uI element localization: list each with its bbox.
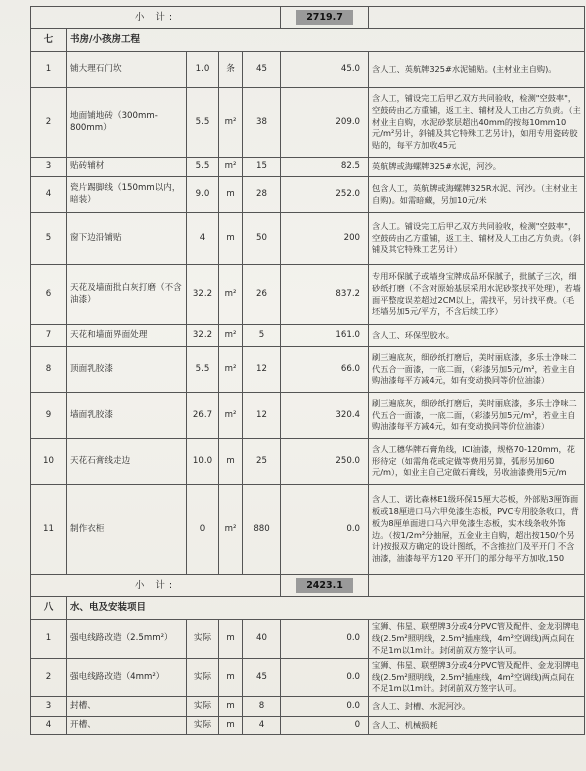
subtotal-value-cell — [281, 7, 369, 29]
unit-price: 28 — [243, 177, 281, 213]
unit: m² — [219, 393, 243, 439]
item-description: 含人工。铺设完工后甲乙双方共同验收，检测"空鼓率"，空鼓砖由乙方重铺，返工主、辅材及人工由乙方负责。（斜铺及其它特殊工艺另计） — [369, 213, 585, 265]
line-total: 0.0 — [281, 620, 369, 659]
row-index: 1 — [31, 52, 67, 88]
section-number: 八 — [31, 597, 67, 620]
unit-price: 50 — [243, 213, 281, 265]
subtotal-label: 小 计: — [31, 575, 281, 597]
item-name: 天花石膏线走边 — [67, 439, 187, 485]
unit: m² — [219, 158, 243, 177]
row-index: 2 — [31, 658, 67, 697]
line-total: 837.2 — [281, 265, 369, 325]
quantity: 9.0 — [187, 177, 219, 213]
row-index: 9 — [31, 393, 67, 439]
quantity: 32.2 — [187, 265, 219, 325]
row-index: 4 — [31, 717, 67, 735]
unit-price: 45 — [243, 658, 281, 697]
quotation-table — [30, 6, 585, 735]
table-row — [31, 439, 585, 485]
table-row — [31, 697, 585, 717]
item-description: 含人工，铺设完工后甲乙双方共同验收，检测"空鼓率"，空鼓砖由乙方重铺，返工主、辅材及人工由乙方负责。（主材业主自购，水泥砂浆层超出40mm的按每10mm10元/m²另计，斜铺及其它特殊工艺另计)，如用专用瓷砖胶贴的，每平方加收45元 — [369, 88, 585, 158]
quantity: 1.0 — [187, 52, 219, 88]
item-description: 含人工、机械损耗 — [369, 717, 585, 735]
unit-price: 880 — [243, 485, 281, 575]
quantity: 实际 — [187, 658, 219, 697]
table-row — [31, 158, 585, 177]
line-total: 250.0 — [281, 439, 369, 485]
line-total: 0.0 — [281, 485, 369, 575]
unit-price: 40 — [243, 620, 281, 659]
item-name: 铺大理石门坎 — [67, 52, 187, 88]
quantity: 4 — [187, 213, 219, 265]
unit: m — [219, 697, 243, 717]
table-row — [31, 265, 585, 325]
unit: m — [219, 717, 243, 735]
line-total: 45.0 — [281, 52, 369, 88]
item-name: 强电线路改造（4mm²） — [67, 658, 187, 697]
unit-price: 8 — [243, 697, 281, 717]
row-index: 10 — [31, 439, 67, 485]
table-row — [31, 213, 585, 265]
subtotal-value-cell — [281, 575, 369, 597]
item-name: 制作衣柜 — [67, 485, 187, 575]
table-row — [31, 52, 585, 88]
unit: m — [219, 439, 243, 485]
row-index: 3 — [31, 158, 67, 177]
line-total: 0.0 — [281, 658, 369, 697]
item-description: 英航牌或海螺牌325#水泥，河沙。 — [369, 158, 585, 177]
unit-price: 38 — [243, 88, 281, 158]
line-total: 252.0 — [281, 177, 369, 213]
item-name: 地面铺地砖（300mm-800mm） — [67, 88, 187, 158]
unit: m² — [219, 325, 243, 347]
line-total: 0.0 — [281, 697, 369, 717]
subtotal-label: 小 计: — [31, 7, 281, 29]
quantity: 0 — [187, 485, 219, 575]
unit: m² — [219, 485, 243, 575]
unit: m² — [219, 265, 243, 325]
item-name: 封槽、 — [67, 697, 187, 717]
unit-price: 45 — [243, 52, 281, 88]
unit: m — [219, 620, 243, 659]
row-index: 5 — [31, 213, 67, 265]
line-total: 200 — [281, 213, 369, 265]
item-description: 刷三遍底灰，细砂纸打磨后，美时丽底漆，多乐士净味二代五合一面漆，一底二面，（彩漆另加5元/m²，若业主自购油漆每平方减4元，如有变动换同等价位油漆） — [369, 347, 585, 393]
item-description: 刷三遍底灰，细砂纸打磨后，美时丽底漆，多乐士净味二代五合一面漆，一底二面，（彩漆另加5元/m²，若业主自购油漆每平方减4元，如有变动换同等价位油漆） — [369, 393, 585, 439]
quantity: 实际 — [187, 717, 219, 735]
unit-price: 12 — [243, 347, 281, 393]
subtotal-value: 2423.1 — [296, 578, 353, 593]
unit-price: 5 — [243, 325, 281, 347]
section-title: 书房/小孩房工程 — [67, 29, 585, 52]
quantity: 5.5 — [187, 88, 219, 158]
item-description: 专用环保腻子或墙身宝牌成品环保腻子，批腻子三次，细砂纸打磨（不含对原始基层采用水泥砂浆找平处理），若墙面平整度误差超过2CM以上，需找平，另计找平费。（毛坯墙另加5元/平方，不含后续工序） — [369, 265, 585, 325]
section-title: 水、电及安装项目 — [67, 597, 585, 620]
unit: m — [219, 658, 243, 697]
item-name: 开槽、 — [67, 717, 187, 735]
table-row — [31, 485, 585, 575]
item-description: 包含人工，英航牌或海螺牌325R水泥、河沙。（主材业主自购)。如需暗藏，另加10元/米 — [369, 177, 585, 213]
item-name: 墙面乳胶漆 — [67, 393, 187, 439]
line-total: 209.0 — [281, 88, 369, 158]
unit: 条 — [219, 52, 243, 88]
table-row — [31, 88, 585, 158]
unit: m — [219, 177, 243, 213]
table-row — [31, 325, 585, 347]
subtotal-empty — [369, 575, 585, 597]
table-row — [31, 717, 585, 735]
section-header-7 — [31, 29, 585, 52]
unit-price: 4 — [243, 717, 281, 735]
quantity: 实际 — [187, 697, 219, 717]
unit-price: 26 — [243, 265, 281, 325]
item-name: 天花及墙面批白灰打磨（不含油漆） — [67, 265, 187, 325]
row-index: 2 — [31, 88, 67, 158]
section-number: 七 — [31, 29, 67, 52]
quantity: 32.2 — [187, 325, 219, 347]
unit: m — [219, 213, 243, 265]
item-description: 宝狮、伟星、联塑牌3分或4分PVC管及配件、金龙羽牌电线(2.5m²照明线，2.5m²插座线，4m²空调线)两点间在不足1m以1m计。封闭前双方签字认可。 — [369, 620, 585, 659]
item-description: 含人工、诺比森林E1级环保15厘大芯板，外部贴3厘饰面板或18厘进口马六甲免漆生态板，PVC专用胶条收口，背板为8厘单面进口马六甲免漆生态板，实木线条收外饰边。（按1/2m²分抽屉，五金业主自购，超出按150/个另计)按报双方确定的设计图纸，不含推拉门及平开门 不含油漆，油漆每平方120 平开门的部分每平方加收,150 — [369, 485, 585, 575]
table-row — [31, 658, 585, 697]
quantity: 5.5 — [187, 347, 219, 393]
subtotal-row — [31, 575, 585, 597]
quantity: 26.7 — [187, 393, 219, 439]
unit: m² — [219, 347, 243, 393]
unit-price: 25 — [243, 439, 281, 485]
table-row — [31, 177, 585, 213]
unit: m² — [219, 88, 243, 158]
item-name: 顶面乳胶漆 — [67, 347, 187, 393]
table-row — [31, 393, 585, 439]
row-index: 3 — [31, 697, 67, 717]
unit-price: 15 — [243, 158, 281, 177]
line-total: 161.0 — [281, 325, 369, 347]
row-index: 4 — [31, 177, 67, 213]
subtotal-empty — [369, 7, 585, 29]
item-name: 瓷片踢脚线（150mm以内，暗装） — [67, 177, 187, 213]
row-index: 7 — [31, 325, 67, 347]
row-index: 1 — [31, 620, 67, 659]
item-name: 窗下边沿铺贴 — [67, 213, 187, 265]
row-index: 8 — [31, 347, 67, 393]
line-total: 320.4 — [281, 393, 369, 439]
item-name: 天花和墙面界面处理 — [67, 325, 187, 347]
item-description: 含人工、环保型胶水。 — [369, 325, 585, 347]
row-index: 11 — [31, 485, 67, 575]
subtotal-value: 2719.7 — [296, 10, 353, 25]
item-description: 宝狮、伟星、联塑牌3分或4分PVC管及配件、金龙羽牌电线(2.5m²照明线，2.5m²插座线，4m²空调线)两点间在不足1m以1m计。封闭前双方签字认可。 — [369, 658, 585, 697]
quantity: 实际 — [187, 620, 219, 659]
line-total: 82.5 — [281, 158, 369, 177]
item-name: 贴砖辅材 — [67, 158, 187, 177]
line-total: 0 — [281, 717, 369, 735]
item-name: 强电线路改造（2.5mm²） — [67, 620, 187, 659]
row-index: 6 — [31, 265, 67, 325]
quantity: 10.0 — [187, 439, 219, 485]
section-header-8 — [31, 597, 585, 620]
table-row — [31, 620, 585, 659]
subtotal-row — [31, 7, 585, 29]
line-total: 66.0 — [281, 347, 369, 393]
quantity: 5.5 — [187, 158, 219, 177]
unit-price: 12 — [243, 393, 281, 439]
item-description: 含人工、英航牌325#水泥铺贴。(主材业主自购)。 — [369, 52, 585, 88]
item-description: 含人工穗华牌石膏角线，ICI油漆，规格70-120mm，花形待定（如需角花或定做等费用另算，弧形另加60元/m），如业主自己定做石膏线，另收油漆费用5元/m — [369, 439, 585, 485]
item-description: 含人工、封槽、水泥河沙。 — [369, 697, 585, 717]
table-row — [31, 347, 585, 393]
